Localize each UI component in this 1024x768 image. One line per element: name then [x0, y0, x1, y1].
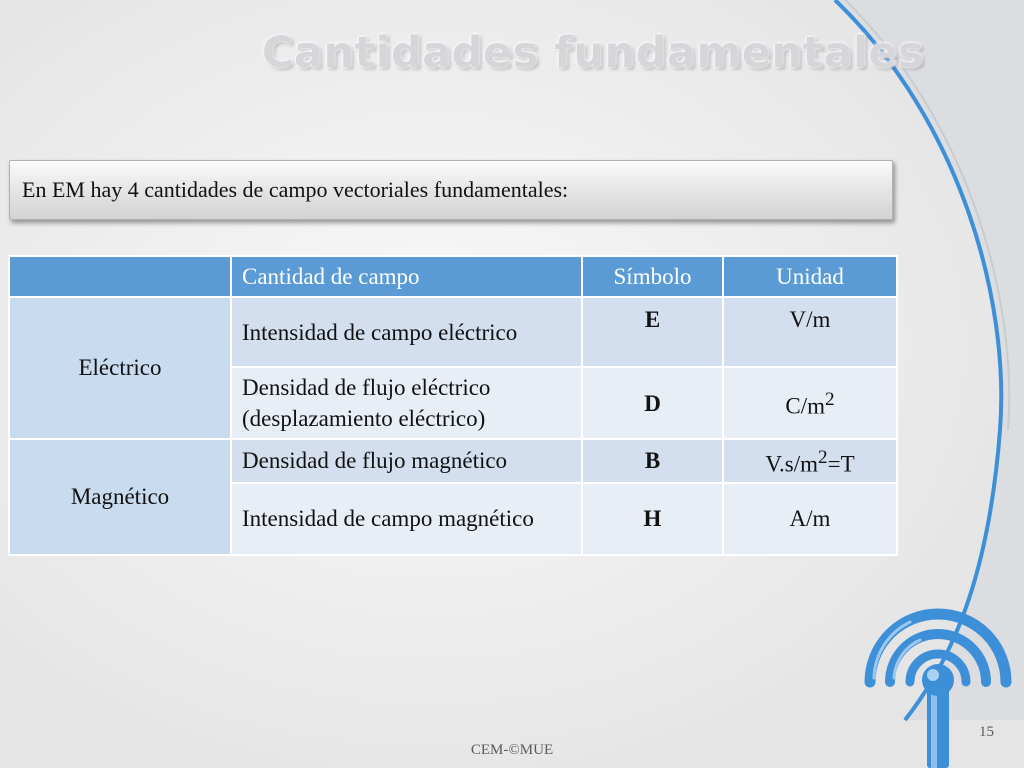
unit-cell	[723, 367, 897, 439]
quantity-cell: Intensidad de campo magnético	[231, 483, 582, 555]
unit-text: A/m	[789, 506, 831, 532]
quantity-cell: Densidad de flujo magnético	[231, 439, 582, 483]
quantity-cell: Densidad de flujo eléctrico (desplazamiento eléctrico)	[231, 367, 582, 439]
symbol-cell: E	[582, 297, 723, 367]
group-electrico: Eléctrico	[9, 297, 231, 439]
symbol-cell: D	[582, 367, 723, 439]
header-cantidad: Cantidad de campo	[231, 256, 582, 297]
group-magnetico: Magnético	[9, 439, 231, 555]
unit-superscript: 2	[825, 389, 835, 411]
unit-text: C/m	[785, 393, 826, 419]
field-quantities-table	[8, 255, 898, 556]
unit-text: V.s/m	[765, 451, 819, 477]
table-row	[9, 297, 897, 367]
intro-text: En EM hay 4 cantidades de campo vectoriales fundamentales:	[22, 177, 569, 202]
unit-text: V/m	[789, 307, 831, 332]
slide-title: Cantidades fundamentales	[262, 28, 925, 78]
header-unidad: Unidad	[723, 256, 897, 297]
quantity-cell: Intensidad de campo eléctrico	[231, 297, 582, 367]
unit-cell	[723, 439, 897, 483]
symbol-cell: B	[582, 439, 723, 483]
symbol-cell: H	[582, 483, 723, 555]
unit-cell	[723, 483, 897, 555]
unit-suffix: =T	[827, 451, 855, 477]
table-header-row	[9, 256, 897, 297]
table-row	[9, 439, 897, 483]
header-empty	[9, 256, 231, 297]
unit-cell	[723, 297, 897, 367]
unit-superscript: 2	[818, 447, 828, 468]
page-number: 15	[979, 724, 994, 740]
header-simbolo: Símbolo	[582, 256, 723, 297]
footer-credit: CEM-©MUE	[470, 742, 554, 758]
intro-banner	[9, 160, 893, 220]
